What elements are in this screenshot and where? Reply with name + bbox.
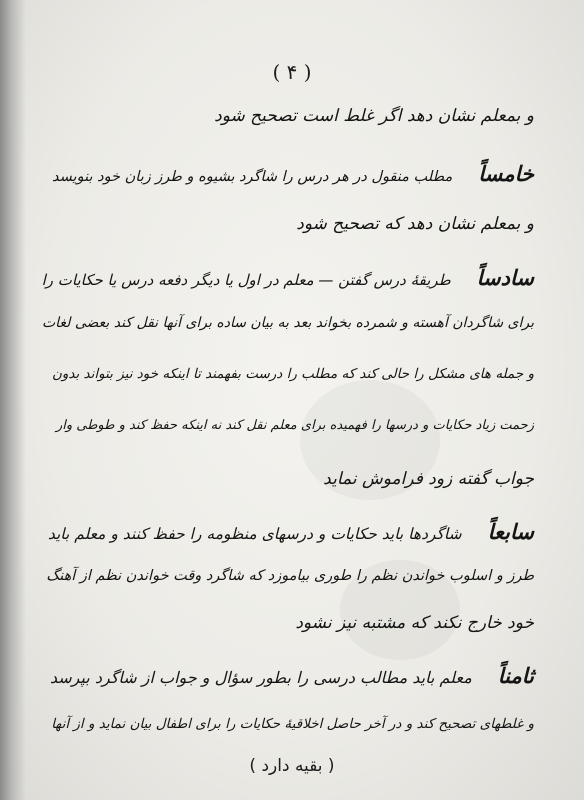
line-text: خود خارج نکند که مشتبه نیز نشود: [295, 613, 534, 633]
text-line: [214, 106, 534, 126]
page-edge-shadow: [0, 0, 26, 800]
section-heading: سابعاً: [487, 520, 534, 544]
line-text: جواب گفته زود فراموش نماید: [323, 469, 534, 489]
text-line: [323, 469, 534, 489]
page-number: ( ۴ ): [272, 60, 312, 84]
text-line: [52, 366, 534, 382]
text-line: [52, 162, 534, 186]
text-line: [50, 664, 534, 688]
text-line: [42, 315, 534, 331]
section-heading: خامساً: [478, 162, 534, 186]
line-text: و بمعلم نشان دهد که تصحیح شود: [296, 214, 534, 234]
text-line: [51, 716, 534, 732]
line-text: طرز و اسلوب خواندن نظم را طوری بیاموزد که شاگرد وقت خواندن نظم از آهنگ: [46, 568, 534, 584]
line-text: و بمعلم نشان دهد اگر غلط است تصحیح شود: [214, 106, 534, 126]
line-text: و غلطهای تصحیح کند و در آخر حاصل اخلاقیهٔ حکایات را برای اطفال بیان نماید و از آنها: [51, 716, 534, 732]
section-heading: سادساً: [476, 266, 534, 290]
line-text: برای شاگردان آهسته و شمرده بخواند بعد به بیان ساده برای آنها نقل کند بعضی لغات: [41, 315, 534, 331]
text-line: [56, 418, 534, 433]
line-text: و جمله های مشکل را حالی کند که مطلب را درست بفهمند تا اینکه خود نیز بتواند بدون: [51, 366, 534, 382]
text-line: [42, 266, 534, 290]
section-heading: ثامناً: [497, 664, 534, 688]
line-text: شاگردها باید حکایات و درسهای منظومه را حفظ کنند و معلم باید: [47, 525, 462, 543]
line-text: معلم باید مطالب درسی را بطور سؤال و جواب از شاگرد بپرسد: [49, 668, 472, 687]
text-line: [295, 613, 534, 633]
line-text: طریقهٔ درس گفتن — معلم در اول یا دیگر دفعه درس یا حکایات را: [41, 271, 451, 289]
line-text: زحمت زیاد حکایات و درسها را فهمیده برای معلم نقل کند نه اینکه حفظ کند و طوطی وار: [55, 418, 534, 433]
text-line: [48, 520, 534, 544]
text-line: [46, 568, 534, 584]
continued-note: ( بقیه دارد ): [249, 756, 335, 776]
line-text: مطلب منقول در هر درس را شاگرد بشیوه و طرز زبان خود بنویسد: [52, 169, 453, 185]
text-line: [296, 214, 534, 234]
